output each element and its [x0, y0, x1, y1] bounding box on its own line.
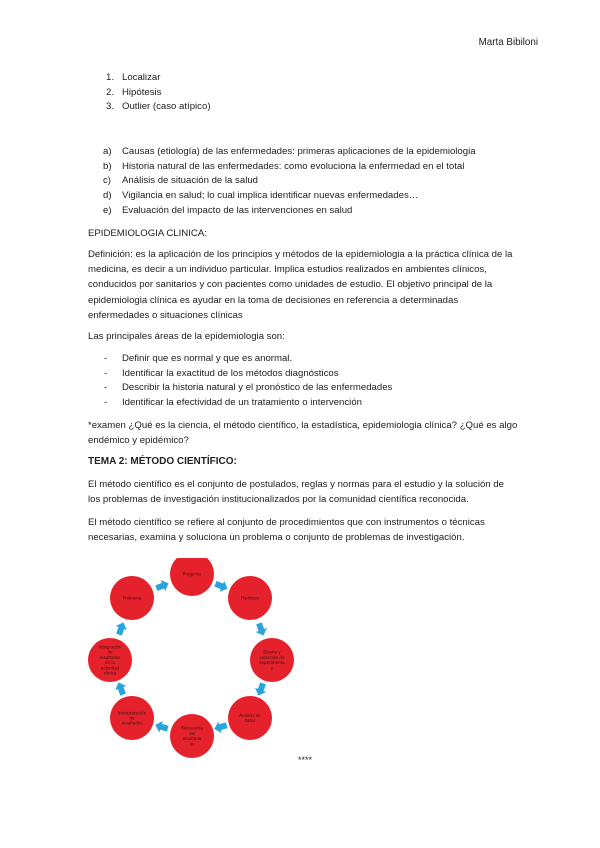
area-bullet: - — [104, 397, 108, 408]
numbered-list-marker: 3. — [105, 101, 114, 112]
tema2-paragraph-2: El método científico se refiere al conjunto de procedimientos que con instrumentos o técnicas necesarias, examina y soluciona un problema o conjunto de problemas de investigación. — [88, 517, 485, 544]
lettered-list-marker: d) — [103, 190, 112, 201]
lettered-list-item: Análisis de situación de la salud — [122, 175, 258, 186]
cycle-node-label: resultados — [121, 720, 143, 726]
cycle-node-label: Diseño y — [263, 649, 281, 655]
cycle-node-label: Relevancia — [181, 725, 203, 731]
area-item: Describir la historia natural y el pronóstico de las enfermedades — [122, 382, 393, 393]
lettered-list-item: Causas (etiología) de las enfermedades: primeras aplicaciones de la epidemiologia — [122, 146, 476, 157]
area-item: Definir que es normal y que es anormal. — [122, 353, 293, 364]
lettered-list-marker: c) — [103, 175, 111, 186]
cycle-node-circle — [170, 558, 214, 596]
cycle-arrow — [253, 621, 269, 637]
cycle-node-label: actividad — [100, 665, 120, 671]
section-heading-tema2: TEMA 2: MÉTODO CIENTÍFICO: — [88, 456, 237, 467]
area-item: Identificar la efectividad de un tratamiento o intervención — [122, 397, 362, 408]
cycle-arrow — [113, 680, 129, 696]
cycle-node-label: Integración — [98, 644, 122, 650]
area-bullet: - — [104, 382, 108, 393]
cycle-node-label: Problema — [122, 595, 142, 601]
cycle-node-label: selección de — [259, 654, 285, 660]
clinica-definition: Definición: es la aplicación de los principios y métodos de la epidemiologia a la práctica clínica de la medicina, es decir a un individuo particular. Implica estudios realizados en ambientes clínicos, conducidos por sanitarios y con pacientes como unidades de estudio. El objetivo principal de la epidemiologia clínica es ayudar en la toma de decisiones en referencia a determinadas enfermedades o situaciones clínicas — [88, 249, 513, 321]
cycle-arrow — [213, 578, 230, 594]
cycle-node-label: s — [270, 665, 274, 671]
lettered-list-item: Vigilancia en salud; lo cual implica identificar nuevas enfermedades… — [122, 190, 419, 201]
cycle-node-label: del — [188, 730, 196, 736]
tema2-paragraph-1: El método científico es el conjunto de postulados, reglas y normas para el estudio y la solución de los problemas de investigación institucionalizados por la comunidad científica reconocida. — [88, 479, 504, 506]
cycle-node-label: resultado — [182, 736, 202, 742]
area-item: Identificar la exactitud de los métodos diagnósticos — [122, 368, 339, 379]
cycle-node-label: de — [107, 649, 113, 655]
cycle-node-label: Hipótesis — [240, 595, 260, 601]
cycle-node-label: clínica — [103, 670, 117, 676]
cycle-node-label: resultados — [99, 654, 121, 660]
cycle-arrow — [253, 681, 269, 697]
areas-intro: Las principales áreas de la epidemiologia son: — [88, 331, 285, 342]
lettered-list-marker: e) — [103, 205, 112, 216]
footer-mark: **** — [298, 755, 313, 765]
area-bullet: - — [104, 353, 108, 364]
cycle-arrow — [154, 578, 171, 594]
numbered-list-marker: 2. — [105, 87, 114, 98]
cycle-node-label: en la — [105, 660, 115, 666]
exam-note: *examen ¿Qué es la ciencia, el método científico, la estadística, epidemiologia clínica? ¿Qué es algo endémico y epidémico? — [88, 420, 518, 447]
numbered-list-marker: 1. — [105, 72, 114, 83]
cycle-node-label: datos — [244, 718, 256, 724]
lettered-list-item: Historia natural de las enfermedades: como evoluciona la enfermedad en el total — [122, 161, 465, 172]
cycle-arrow — [213, 719, 229, 734]
scientific-method-cycle-diagram — [80, 558, 340, 778]
numbered-list-item: Localizar — [122, 72, 161, 83]
lettered-list-marker: a) — [103, 146, 112, 157]
cycle-node-label: de — [129, 715, 135, 721]
cycle-node-label: Análisis de — [239, 712, 261, 718]
cycle-node-label: es — [189, 741, 195, 747]
cycle-arrow — [154, 719, 170, 734]
numbered-list-item: Outlier (caso atípico) — [122, 101, 211, 112]
cycle-arrow — [113, 620, 129, 636]
cycle-node-label: experimento — [259, 660, 285, 666]
header-author: Marta Bibiloni — [478, 37, 538, 48]
lettered-list-marker: b) — [103, 161, 112, 172]
cycle-node-label: Pregunta — [183, 571, 201, 577]
area-bullet: - — [104, 368, 108, 379]
lettered-list-item: Evaluación del impacto de las intervenciones en salud — [122, 205, 353, 216]
cycle-node-label: Interpretación — [117, 710, 147, 716]
numbered-list-item: Hipótesis — [122, 87, 162, 98]
section-heading-clinica: EPIDEMIOLOGIA CLINICA: — [88, 228, 207, 239]
